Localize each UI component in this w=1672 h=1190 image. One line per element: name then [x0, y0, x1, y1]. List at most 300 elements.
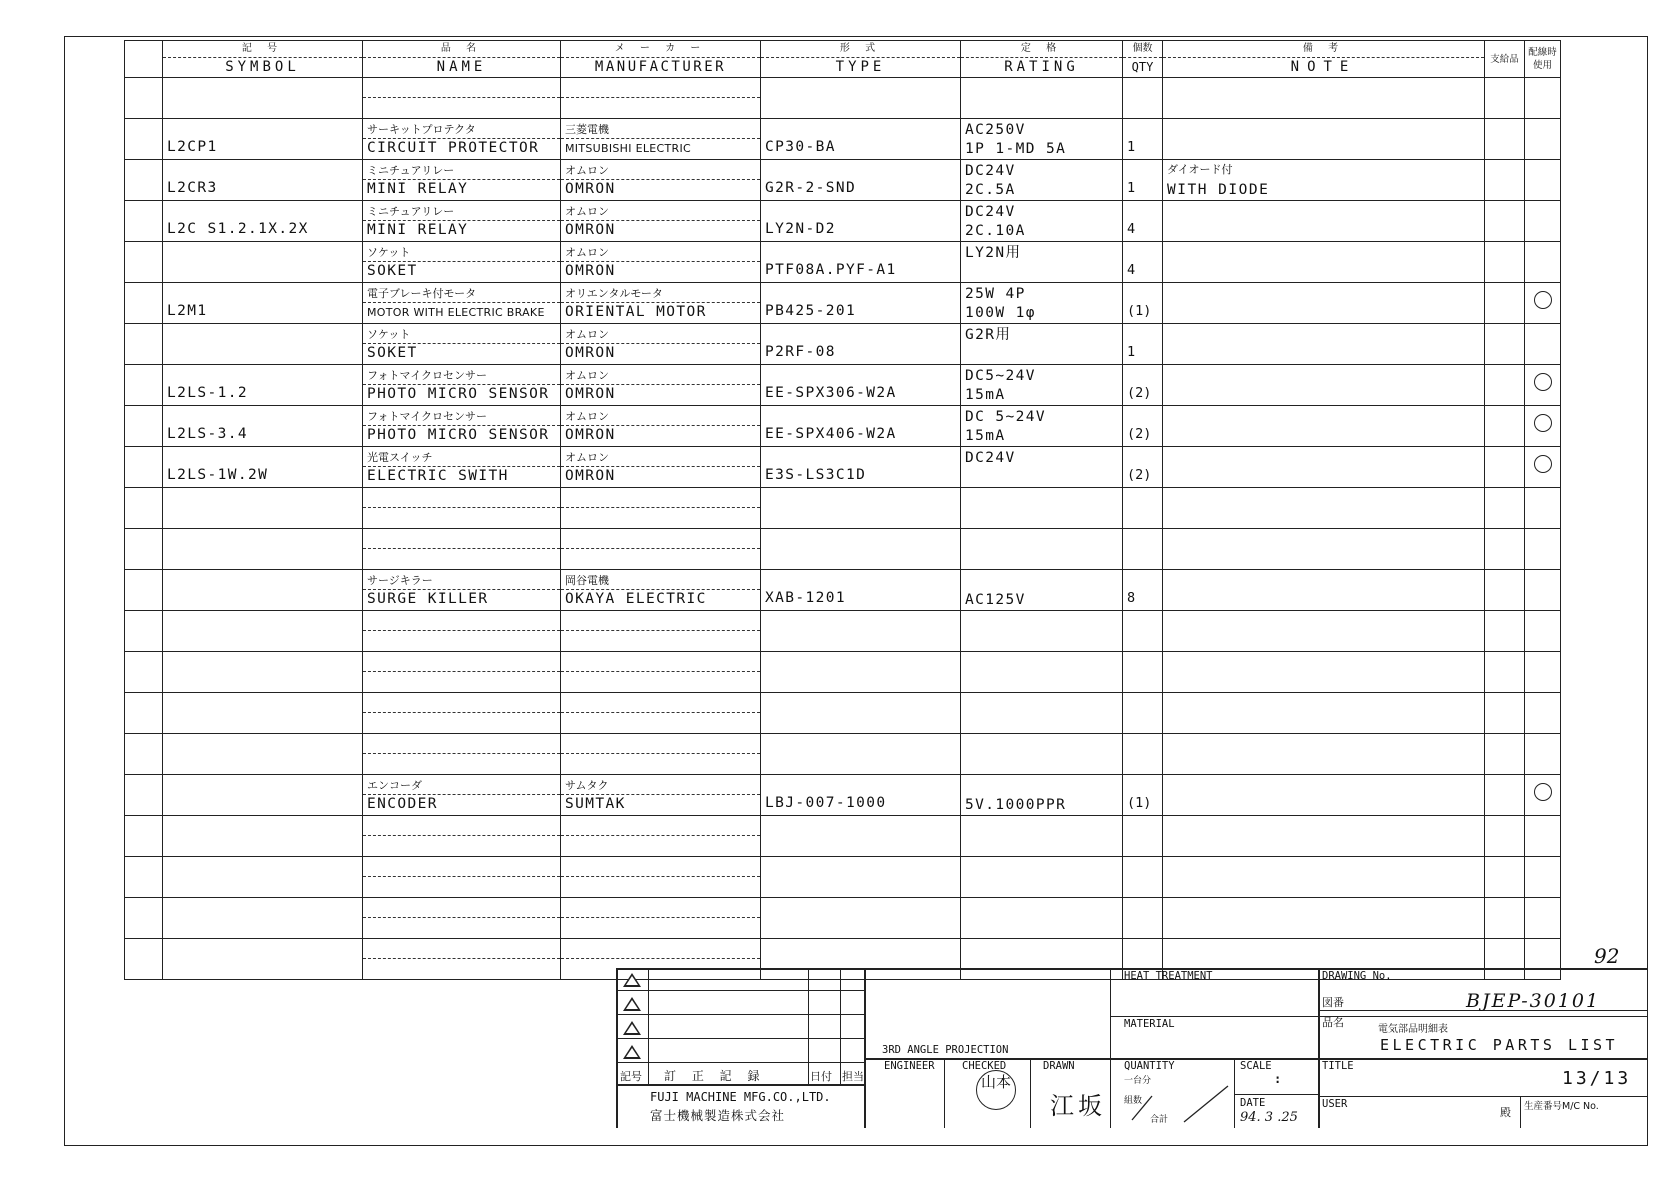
name-jp: ミニチュアリレー	[363, 205, 560, 221]
rating-line-2	[961, 468, 1122, 487]
drawing-number: BJEP-30101	[1466, 990, 1601, 1012]
rating-line-2	[961, 550, 1122, 569]
rating-line-1: DC24V	[965, 204, 1016, 220]
symbol: L2CP1	[167, 139, 218, 155]
manufacturer-jp: オムロン	[561, 410, 760, 426]
manufacturer-jp: オムロン	[561, 328, 760, 344]
mc-no-label: 生産番号M/C No.	[1524, 1101, 1599, 1112]
supplied-cell	[1485, 816, 1525, 857]
margin-cell	[125, 939, 163, 980]
supplied-cell	[1485, 201, 1525, 242]
supplied-cell	[1485, 365, 1525, 406]
type: PB425-201	[765, 303, 857, 319]
type	[761, 852, 960, 856]
name-en	[363, 549, 560, 569]
symbol: L2CR3	[167, 180, 218, 196]
margin-cell	[125, 898, 163, 939]
quantity-sets: 組数	[1124, 1096, 1143, 1106]
note-jp	[1163, 756, 1484, 774]
table-row	[125, 775, 1561, 816]
rating-header: RATING	[1004, 58, 1079, 75]
symbol: L2M1	[167, 303, 208, 319]
margin-cell	[125, 611, 163, 652]
manufacturer-en: MITSUBISHI ELECTRIC	[565, 142, 691, 155]
margin-cell	[125, 201, 163, 242]
rating-line-1: DC24V	[965, 163, 1016, 179]
drawing-no-label: DRAWING No.	[1322, 970, 1392, 982]
note-jp	[1163, 223, 1484, 241]
manufacturer-jp: オムロン	[561, 451, 760, 467]
rating-line-2: 15mA	[965, 428, 1006, 444]
manufacturer-jp	[561, 738, 760, 754]
manufacturer-jp	[561, 820, 760, 836]
supplied-cell	[1485, 775, 1525, 816]
type	[761, 729, 960, 733]
margin-cell	[125, 488, 163, 529]
quantity	[1123, 729, 1162, 733]
name-jp: 電子ブレーキ付モータ	[363, 287, 560, 303]
note-jp	[1163, 715, 1484, 733]
supplied-cell	[1485, 283, 1525, 324]
quantity: 1	[1127, 139, 1136, 155]
wiring-cell	[1525, 816, 1561, 857]
wiring-cell	[1525, 939, 1561, 980]
rating-line-1	[961, 818, 1122, 837]
note-jp	[1163, 551, 1484, 569]
wiring-header-jp: 配線時	[1528, 47, 1557, 58]
note-header-jp: 備 考	[1163, 43, 1484, 58]
quantity-per-unit: 一台分	[1124, 1076, 1152, 1086]
quantity	[1123, 770, 1162, 774]
note-header: NOTE	[1290, 58, 1357, 75]
wiring-cell	[1525, 775, 1561, 816]
title-jp: 電気部品明細表	[1378, 1024, 1448, 1035]
rating-line-1: DC24V	[965, 450, 1016, 466]
table-row	[125, 447, 1561, 488]
name-jp	[363, 820, 560, 836]
margin-cell	[125, 570, 163, 611]
quantity: 8	[1127, 590, 1136, 606]
note-jp	[1163, 141, 1484, 159]
symbol	[163, 975, 362, 979]
wiring-cell	[1525, 570, 1561, 611]
table-row	[125, 488, 1561, 529]
manufacturer-jp	[561, 902, 760, 918]
wiring-cell	[1525, 898, 1561, 939]
symbol	[163, 729, 362, 733]
supplied-cell	[1485, 488, 1525, 529]
type: PTF08A.PYF-A1	[765, 262, 897, 278]
rating-line-1	[961, 613, 1122, 632]
qty-header-jp: 個数	[1123, 43, 1162, 58]
manufacturer-en	[561, 549, 760, 569]
name-jp	[363, 902, 560, 918]
rating-line-1: AC250V	[965, 122, 1026, 138]
supplied-cell	[1485, 857, 1525, 898]
name-en	[363, 508, 560, 528]
supplied-cell	[1485, 898, 1525, 939]
name-jp: フォトマイクロセンサー	[363, 410, 560, 426]
symbol	[163, 360, 362, 364]
supplied-header: 支給品	[1490, 53, 1519, 65]
margin-cell	[125, 775, 163, 816]
table-row	[125, 160, 1561, 201]
name-jp: ソケット	[363, 246, 560, 262]
manufacturer-en: OKAYA ELECTRIC	[565, 591, 707, 607]
type	[761, 934, 960, 938]
manufacturer-en	[561, 672, 760, 692]
symbol	[163, 647, 362, 651]
note-jp	[1163, 674, 1484, 692]
manufacturer-en: OMRON	[565, 386, 616, 402]
rev-record-label: 訂 正 記 録	[664, 1069, 766, 1083]
note-jp	[1163, 387, 1484, 405]
note-en: WITH DIODE	[1167, 182, 1270, 198]
type: LY2N-D2	[765, 221, 836, 237]
note-jp	[1163, 879, 1484, 897]
rating-line-2: 1P 1-MD 5A	[965, 141, 1067, 157]
table-row	[125, 693, 1561, 734]
table-row	[125, 816, 1561, 857]
margin-cell	[125, 365, 163, 406]
manufacturer-en	[561, 754, 760, 774]
table-row	[125, 611, 1561, 652]
rating-line-1	[961, 695, 1122, 714]
manufacturer-en	[561, 631, 760, 651]
name-en	[363, 877, 560, 897]
rating-line-2	[961, 837, 1122, 856]
manufacturer-en: OMRON	[565, 222, 616, 238]
type: E3S-LS3C1D	[765, 467, 867, 483]
name-jp: フォトマイクロセンサー	[363, 369, 560, 385]
rating-line-1	[961, 859, 1122, 878]
wiring-cell	[1525, 406, 1561, 447]
name-jp	[363, 615, 560, 631]
material-label: MATERIAL	[1124, 1018, 1175, 1030]
table-row	[125, 406, 1561, 447]
checked-label: CHECKED	[962, 1060, 1007, 1072]
manufacturer-en	[561, 713, 760, 733]
rating-line-1	[961, 941, 1122, 960]
type: EE-SPX306-W2A	[765, 385, 897, 401]
rating-line-2	[961, 714, 1122, 733]
manufacturer-jp: 三菱電機	[561, 123, 760, 139]
rating-line-1: LY2N用	[965, 245, 1022, 261]
symbol	[163, 811, 362, 815]
quantity-slash	[1124, 1078, 1232, 1128]
rating-line-2: 2C.10A	[965, 223, 1026, 239]
rating-line-2: 100W 1φ	[965, 305, 1036, 321]
name-jp	[363, 861, 560, 877]
wiring-cell	[1525, 160, 1561, 201]
manufacturer-en	[561, 877, 760, 897]
symbol	[163, 606, 362, 610]
rev-date-label: 日付	[810, 1070, 832, 1083]
company-name: FUJI MACHINE MFG.CO.,LTD.	[650, 1090, 831, 1104]
supplied-cell	[1485, 693, 1525, 734]
symbol	[163, 524, 362, 528]
wiring-use-circle-icon	[1534, 373, 1552, 391]
rating-line-1: DC 5~24V	[965, 409, 1047, 425]
note-jp	[1163, 920, 1484, 938]
symbol: L2C S1.2.1X.2X	[167, 221, 309, 237]
manufacturer-jp	[561, 943, 760, 959]
note-jp	[1163, 305, 1484, 323]
type	[761, 688, 960, 692]
type: XAB-1201	[765, 590, 847, 606]
manufacturer-jp	[561, 861, 760, 877]
quantity: 4	[1127, 221, 1136, 237]
table-row	[125, 324, 1561, 365]
manufacturer-en: OMRON	[565, 427, 616, 443]
wiring-use-circle-icon	[1534, 291, 1552, 309]
rating-line-1	[961, 900, 1122, 919]
drawing-no-jp-label: 図番	[1322, 996, 1344, 1009]
quantity	[1123, 688, 1162, 692]
margin-cell	[125, 816, 163, 857]
manufacturer-jp	[561, 656, 760, 672]
manufacturer-en: OMRON	[565, 263, 616, 279]
name-jp: ソケット	[363, 328, 560, 344]
type	[761, 524, 960, 528]
parts-table	[124, 40, 1561, 980]
wiring-use-circle-icon	[1534, 783, 1552, 801]
symbol-header-jp: 記 号	[163, 43, 362, 58]
name-en: SOKET	[367, 263, 418, 279]
rating-line-1: G2R用	[965, 327, 1012, 343]
name-en	[363, 918, 560, 938]
rating-line-2	[961, 878, 1122, 897]
name-en	[363, 672, 560, 692]
rating-line-1	[961, 736, 1122, 755]
rating-line-2	[961, 632, 1122, 651]
name-en: ENCODER	[367, 796, 438, 812]
wiring-header: 使用	[1532, 60, 1552, 71]
quantity: (2)	[1127, 385, 1152, 401]
quantity	[1123, 647, 1162, 651]
name-jp	[363, 533, 560, 549]
page-mark: 92	[1594, 944, 1620, 968]
supplied-cell	[1485, 160, 1525, 201]
manufacturer-en: OMRON	[565, 468, 616, 484]
sheet-number: 13/13	[1562, 1068, 1632, 1089]
note-jp	[1163, 633, 1484, 651]
name-en: MINI RELAY	[367, 222, 469, 238]
quantity-label: QUANTITY	[1124, 1060, 1175, 1072]
name-en: ELECTRIC SWITH	[367, 468, 509, 484]
manufacturer-jp	[561, 533, 760, 549]
margin-cell	[125, 652, 163, 693]
table-row	[125, 734, 1561, 775]
name-en: PHOTO MICRO SENSOR	[367, 386, 550, 402]
table-row	[125, 529, 1561, 570]
rating-line-2	[961, 509, 1122, 528]
quantity-total: 合計	[1150, 1115, 1169, 1125]
dan-label: 殿	[1500, 1106, 1511, 1119]
table-row	[125, 201, 1561, 242]
type: EE-SPX406-W2A	[765, 426, 897, 442]
type	[761, 565, 960, 569]
wiring-cell	[1525, 488, 1561, 529]
supplied-cell	[1485, 611, 1525, 652]
company-name-jp: 富士機械製造株式会社	[650, 1108, 786, 1123]
supplied-cell	[1485, 242, 1525, 283]
rev-no-label: 記号	[620, 1070, 642, 1083]
manufacturer-header-jp: メ ー カ ー	[561, 43, 760, 58]
symbol	[163, 893, 362, 897]
note-jp	[1163, 428, 1484, 446]
manufacturer-jp: サムタク	[561, 779, 760, 795]
rating-line-2	[961, 345, 1122, 364]
quantity: (1)	[1127, 303, 1152, 319]
name-jp	[363, 492, 560, 508]
type: P2RF-08	[765, 344, 836, 360]
symbol	[163, 278, 362, 282]
checked-stamp: 山本	[976, 1070, 1016, 1110]
drawn-signature: 江坂	[1050, 1092, 1106, 1120]
wiring-cell	[1525, 693, 1561, 734]
wiring-cell	[1525, 447, 1561, 488]
symbol: L2LS-1.2	[167, 385, 249, 401]
rating-line-2: 15mA	[965, 387, 1006, 403]
margin-cell	[125, 160, 163, 201]
wiring-use-circle-icon	[1534, 414, 1552, 432]
rating-line-1: DC5~24V	[965, 368, 1036, 384]
manufacturer-en: SUMTAK	[565, 796, 626, 812]
name-en: CIRCUIT PROTECTOR	[367, 140, 540, 156]
type	[761, 975, 960, 979]
supplied-cell	[1485, 734, 1525, 775]
scale-label: SCALE	[1240, 1060, 1272, 1072]
note-jp	[1163, 797, 1484, 815]
name-en	[363, 836, 560, 856]
manufacturer-en	[561, 508, 760, 528]
quantity: 1	[1127, 344, 1136, 360]
name-jp: エンコーダ	[363, 779, 560, 795]
type-header-jp: 形 式	[761, 43, 960, 58]
rev-person-label: 担当	[842, 1070, 864, 1083]
margin-cell	[125, 406, 163, 447]
manufacturer-en	[561, 836, 760, 856]
type	[761, 647, 960, 651]
name-en: PHOTO MICRO SENSOR	[367, 427, 550, 443]
supplied-cell	[1485, 119, 1525, 160]
rating-line-2: AC125V	[965, 592, 1026, 608]
wiring-cell	[1525, 201, 1561, 242]
supplied-cell	[1485, 324, 1525, 365]
table-row	[125, 242, 1561, 283]
table-row	[125, 365, 1561, 406]
quantity	[1123, 852, 1162, 856]
rating-line-2	[961, 755, 1122, 774]
name-en: MINI RELAY	[367, 181, 469, 197]
supplied-cell	[1485, 447, 1525, 488]
table-row	[125, 652, 1561, 693]
quantity: (1)	[1127, 795, 1152, 811]
supplied-cell	[1485, 406, 1525, 447]
symbol	[163, 934, 362, 938]
name-en: MOTOR WITH ELECTRIC BRAKE	[367, 306, 545, 319]
name-jp: サーキットプロテクタ	[363, 123, 560, 139]
date-value: 94. 3 .25	[1240, 1110, 1298, 1125]
name-en	[363, 959, 560, 979]
symbol	[163, 688, 362, 692]
note-jp	[1163, 510, 1484, 528]
quantity	[1123, 524, 1162, 528]
quantity: 4	[1127, 262, 1136, 278]
name-jp	[363, 697, 560, 713]
manufacturer-en: OMRON	[565, 345, 616, 361]
name-jp: サージキラー	[363, 574, 560, 590]
quantity	[1123, 893, 1162, 897]
symbol: L2LS-1W.2W	[167, 467, 269, 483]
wiring-cell	[1525, 857, 1561, 898]
type: G2R-2-SND	[765, 180, 857, 196]
supplied-cell	[1485, 939, 1525, 980]
table-row	[125, 857, 1561, 898]
qty-header: QTY	[1131, 59, 1154, 74]
manufacturer-jp: オムロン	[561, 369, 760, 385]
rating-line-2	[961, 919, 1122, 938]
manufacturer-jp: オリエンタルモータ	[561, 287, 760, 303]
name-header: NAME	[436, 58, 487, 75]
type: LBJ-007-1000	[765, 795, 887, 811]
quantity: 1	[1127, 180, 1136, 196]
symbol	[163, 852, 362, 856]
wiring-use-circle-icon	[1534, 455, 1552, 473]
scale-value: :	[1274, 1072, 1282, 1086]
note-jp: ダイオード付	[1167, 163, 1233, 176]
title-en: ELECTRIC PARTS LIST	[1380, 1036, 1619, 1054]
name-en: SURGE KILLER	[367, 591, 489, 607]
symbol	[163, 770, 362, 774]
name-en	[363, 713, 560, 733]
name-header-jp: 品 名	[363, 43, 560, 58]
name-jp: 光電スイッチ	[363, 451, 560, 467]
note-jp	[1163, 264, 1484, 282]
header-row	[125, 41, 1561, 78]
symbol-header: SYMBOL	[225, 58, 300, 75]
name-jp-label: 品名	[1322, 1016, 1344, 1029]
symbol: L2LS-3.4	[167, 426, 249, 442]
wiring-cell	[1525, 365, 1561, 406]
type	[761, 893, 960, 897]
margin-cell	[125, 693, 163, 734]
margin-cell	[125, 734, 163, 775]
wiring-cell	[1525, 324, 1561, 365]
quantity	[1123, 934, 1162, 938]
manufacturer-jp: オムロン	[561, 205, 760, 221]
margin-cell	[125, 447, 163, 488]
rating-line-1	[961, 654, 1122, 673]
margin-cell	[125, 283, 163, 324]
quantity	[1123, 565, 1162, 569]
margin-cell	[125, 242, 163, 283]
note-jp	[1163, 346, 1484, 364]
name-jp: ミニチュアリレー	[363, 164, 560, 180]
quantity: (2)	[1127, 467, 1152, 483]
rating-line-2	[961, 263, 1122, 282]
name-jp	[363, 738, 560, 754]
symbol	[163, 565, 362, 569]
type-header: TYPE	[835, 58, 886, 75]
type	[761, 770, 960, 774]
margin-cell	[125, 119, 163, 160]
manufacturer-jp	[561, 697, 760, 713]
engineer-label: ENGINEER	[884, 1060, 935, 1072]
table-row	[125, 570, 1561, 611]
table-row	[125, 283, 1561, 324]
